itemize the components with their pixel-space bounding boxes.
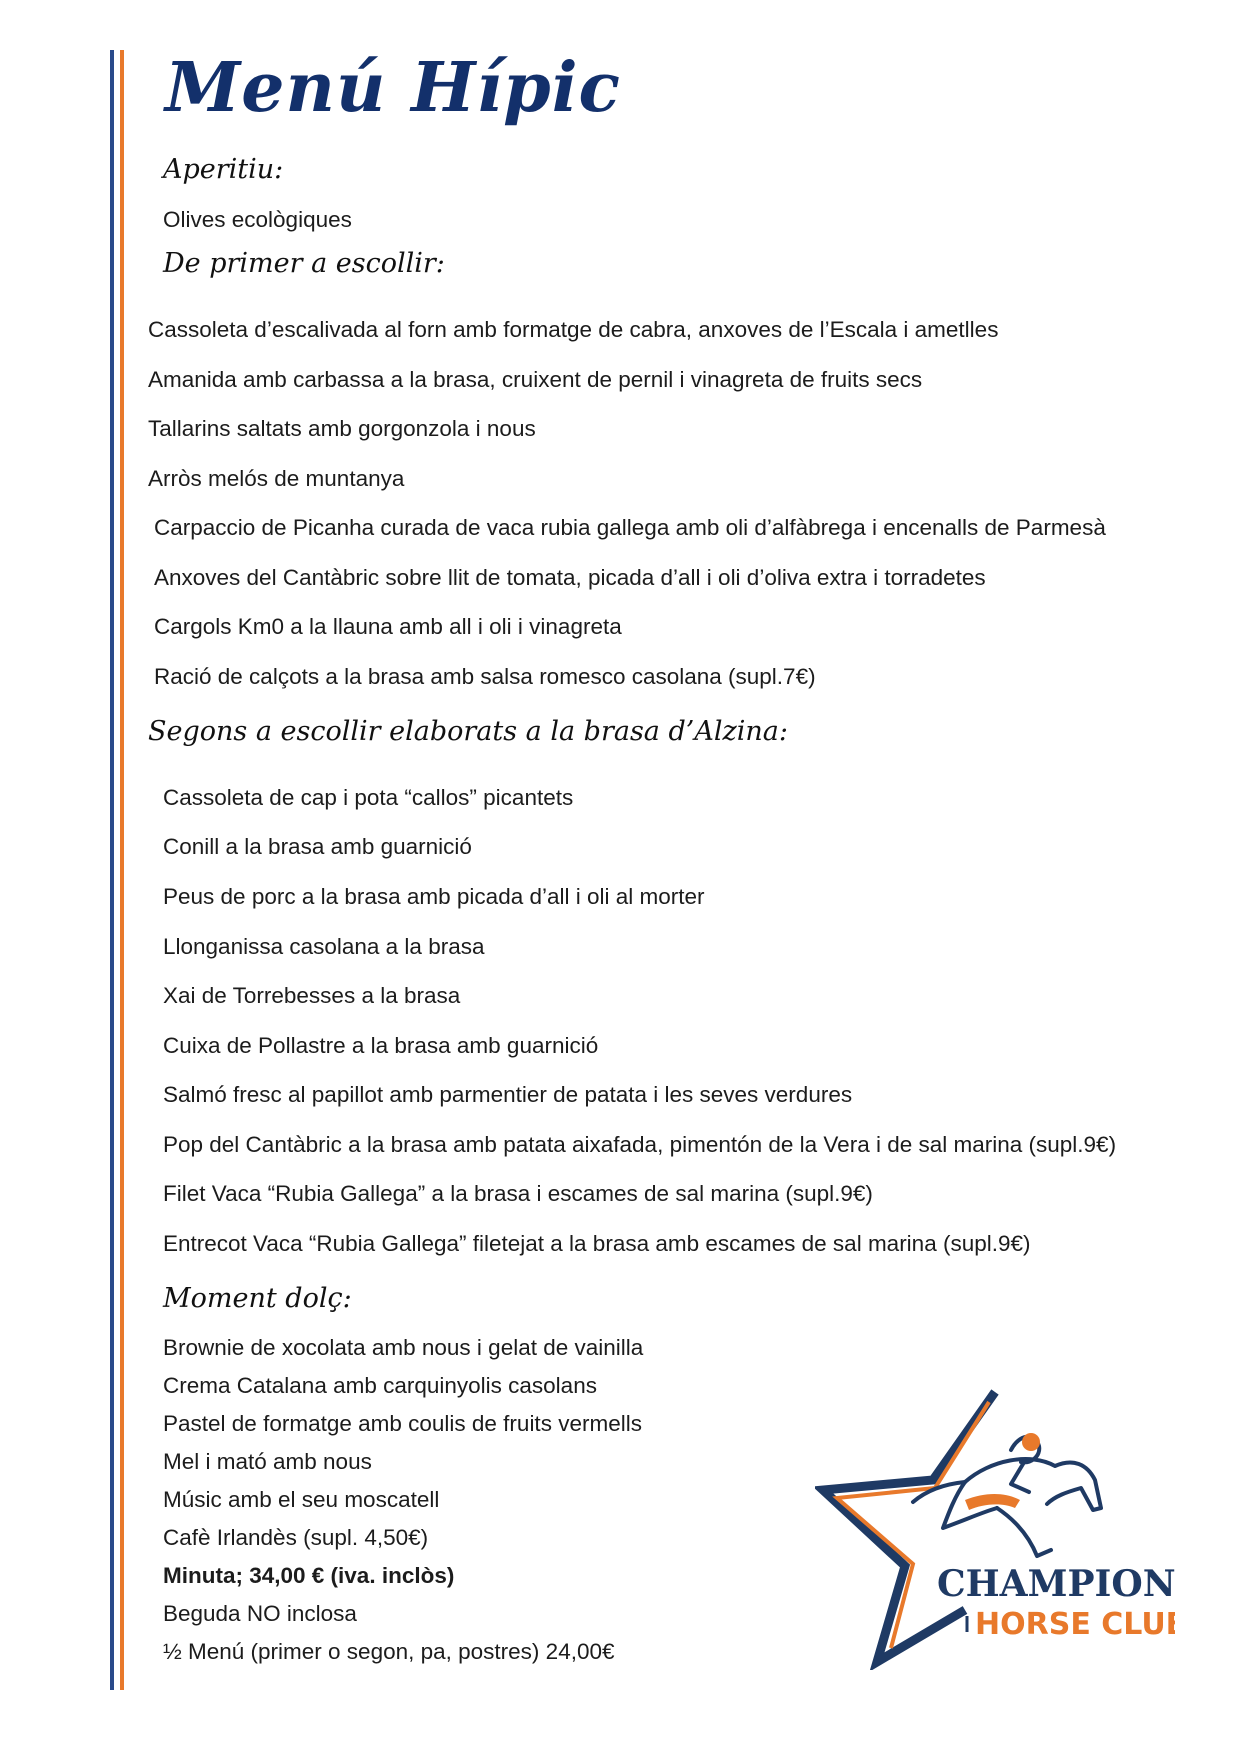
logo-text-horse-club: HORSE CLUB: [975, 1607, 1175, 1642]
primer-item: Cassoleta d’escalivada al forn amb formatge de cabra, anxoves de l’Escala i ametlles: [148, 317, 999, 342]
heading-segons: Segons a escollir elaborats a la brasa d’Alzina:: [148, 716, 788, 747]
segon-item: Filet Vaca “Rubia Gallega” a la brasa i escames de sal marina (supl.9€): [163, 1181, 873, 1206]
segon-item: Entrecot Vaca “Rubia Gallega” filetejat a la brasa amb escames de sal marina (supl.9€): [163, 1231, 1031, 1256]
heading-postres: Moment dolç:: [163, 1283, 352, 1314]
postre-item: Mel i mató amb nous: [163, 1449, 372, 1474]
postre-item: Brownie de xocolata amb nous i gelat de vainilla: [163, 1335, 644, 1360]
heading-aperitiu: Aperitiu:: [163, 154, 284, 185]
segon-item: Xai de Torrebesses a la brasa: [163, 983, 461, 1008]
segon-item: Llonganissa casolana a la brasa: [163, 934, 485, 959]
half-menu-price: ½ Menú (primer o segon, pa, postres) 24,00€: [163, 1639, 615, 1664]
postre-item: Músic amb el seu moscatell: [163, 1487, 440, 1512]
segon-item: Cuixa de Pollastre a la brasa amb guarnició: [163, 1033, 599, 1058]
drinks-note: Beguda NO inclosa: [163, 1601, 357, 1626]
postre-item: Crema Catalana amb carquinyolis casolans: [163, 1373, 597, 1398]
star-horse-jumper-icon: [815, 1380, 1175, 1670]
primer-item: Amanida amb carbassa a la brasa, cruixent de pernil i vinagreta de fruits secs: [148, 367, 923, 392]
postre-item: Pastel de formatge amb coulis de fruits vermells: [163, 1411, 642, 1436]
border-bar-blue: [110, 50, 114, 1690]
champion-horse-club-logo: [815, 1380, 1175, 1670]
segon-item: Peus de porc a la brasa amb picada d’all i oli al morter: [163, 884, 705, 909]
menu-title: Menú Hípic: [165, 48, 621, 128]
segon-item: Cassoleta de cap i pota “callos” picantets: [163, 785, 574, 810]
primer-item: Carpaccio de Picanha curada de vaca rubia gallega amb oli d’alfàbrega i encenalls de Parmesà: [154, 515, 1106, 540]
segon-item: Salmó fresc al papillot amb parmentier de patata i les seves verdures: [163, 1082, 853, 1107]
heading-primers: De primer a escollir:: [163, 248, 445, 279]
logo-text-champion: CHAMPION: [937, 1563, 1175, 1605]
menu-price: Minuta; 34,00 € (iva. inclòs): [163, 1563, 455, 1588]
primer-item: Arròs melós de muntanya: [148, 466, 405, 491]
primer-item: Ració de calçots a la brasa amb salsa romesco casolana (supl.7€): [154, 664, 816, 689]
segon-item: Conill a la brasa amb guarnició: [163, 834, 472, 859]
primer-item: Cargols Km0 a la llauna amb all i oli i vinagreta: [154, 614, 622, 639]
primer-item: Tallarins saltats amb gorgonzola i nous: [148, 416, 536, 441]
aperitiu-item: Olives ecològiques: [163, 207, 352, 232]
primer-item: Anxoves del Cantàbric sobre llit de tomata, picada d’all i oli d’oliva extra i torradetes: [154, 565, 986, 590]
postre-item: Cafè Irlandès (supl. 4,50€): [163, 1525, 429, 1550]
segon-item: Pop del Cantàbric a la brasa amb patata aixafada, pimentón de la Vera i de sal marina (supl.9€): [163, 1132, 1117, 1157]
border-bar-orange: [120, 50, 124, 1690]
